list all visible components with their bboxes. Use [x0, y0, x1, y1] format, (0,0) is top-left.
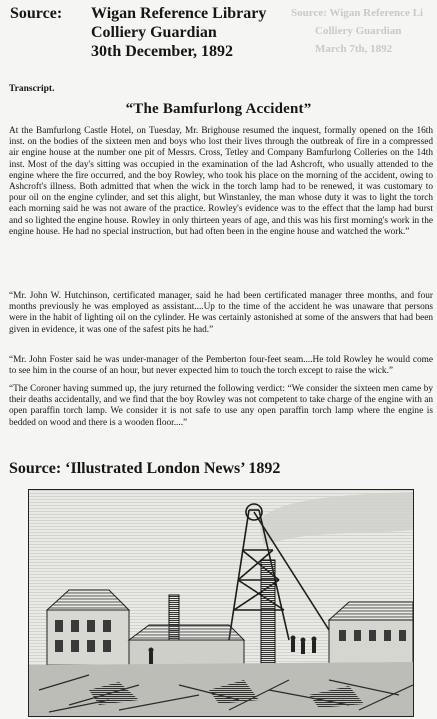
bleed-through-text [277, 0, 437, 60]
source-line-date: 30th December, 1892 [91, 43, 234, 60]
paragraph-text: “Mr. John W. Hutchinson, certificated manager, said he had been certificated manager three months, and four months previously he was employed as assistant....Up to the time of the accident he was unaware that persons were in the habit of lighting oil on the cylinder. He was certainly astonished at some of the answers that had been given in evidence, it was one of the safest pits he had.” [9, 291, 433, 335]
transcript-label: Transcript. [9, 84, 55, 94]
bleed-line-2: Colliery Guardian [315, 25, 402, 37]
colliery-engraving [28, 489, 414, 717]
article-paragraph-2 [9, 291, 433, 336]
source-line-publication: Colliery Guardian [91, 24, 217, 41]
article-paragraph-3 [9, 355, 433, 377]
bleed-line-3: March 7th, 1892 [315, 43, 393, 55]
colliery-engraving-illustration [29, 490, 413, 716]
article-paragraph-1 [9, 126, 433, 238]
source-label: Source: [10, 5, 63, 22]
source-line-library: Wigan Reference Library [91, 5, 267, 22]
article-title: “The Bamfurlong Accident” [125, 101, 312, 117]
source-header [10, 4, 266, 61]
article-paragraph-4 [9, 384, 433, 429]
paragraph-text: “Mr. John Foster said he was under-manager of the Pemberton four-feet seam....He told Rowley he would come to see him in the course of an hour, but never expected him to touch the torch except to raise the wick.” [9, 355, 433, 377]
source-2-heading: Source: ‘Illustrated London News’ 1892 [9, 460, 281, 477]
bleed-line-1: Source: Wigan Reference Li [291, 7, 424, 19]
paragraph-text: At the Bamfurlong Castle Hotel, on Tuesday, Mr. Brighouse resumed the inquest, formally opened on the 16th inst. on the bodies of the sixteen men and boys who lost their lives through the outbreak of fire in a compressed air engine house at the number one pit of Messrs. Cross, Tetley and Company Bamfurlong Colleries on the 14th inst. Most of the day's sitting was occupied in the examination of the lad Ashcroft, who usually attended to the engine where the fire occurred, and the boy Rowley, who took his place on the morning of the accident, owing to Ashcroft's illness. Both admitted that when the wick in the torch lamp had to be renewed, it was customary to pour oil on the engine cylinder, and set this alight, but Winstanley, the man whose duty it was to light the torch each morning said he was not aware of the practice. Rowley's evidence was to the effect that the lamp had burst and so lighted the engine house. Rowley in only thirteen years of age, and this was his first morning's work in the engine house. He had no special instruction, but had often been in the engine house and watched the work.” [9, 126, 433, 237]
paragraph-text: “The Coroner having summed up, the jury returned the following verdict: “We consider the sixteen men came by their deaths accidentally, and we find that the boy Rowley was not competent to take charge of the engine with an open paraffin torch lamp. We consider it is not safe to use any open paraffin torch lamp where the engine is bedded on wood and there is a wooden floor....” [9, 384, 433, 428]
